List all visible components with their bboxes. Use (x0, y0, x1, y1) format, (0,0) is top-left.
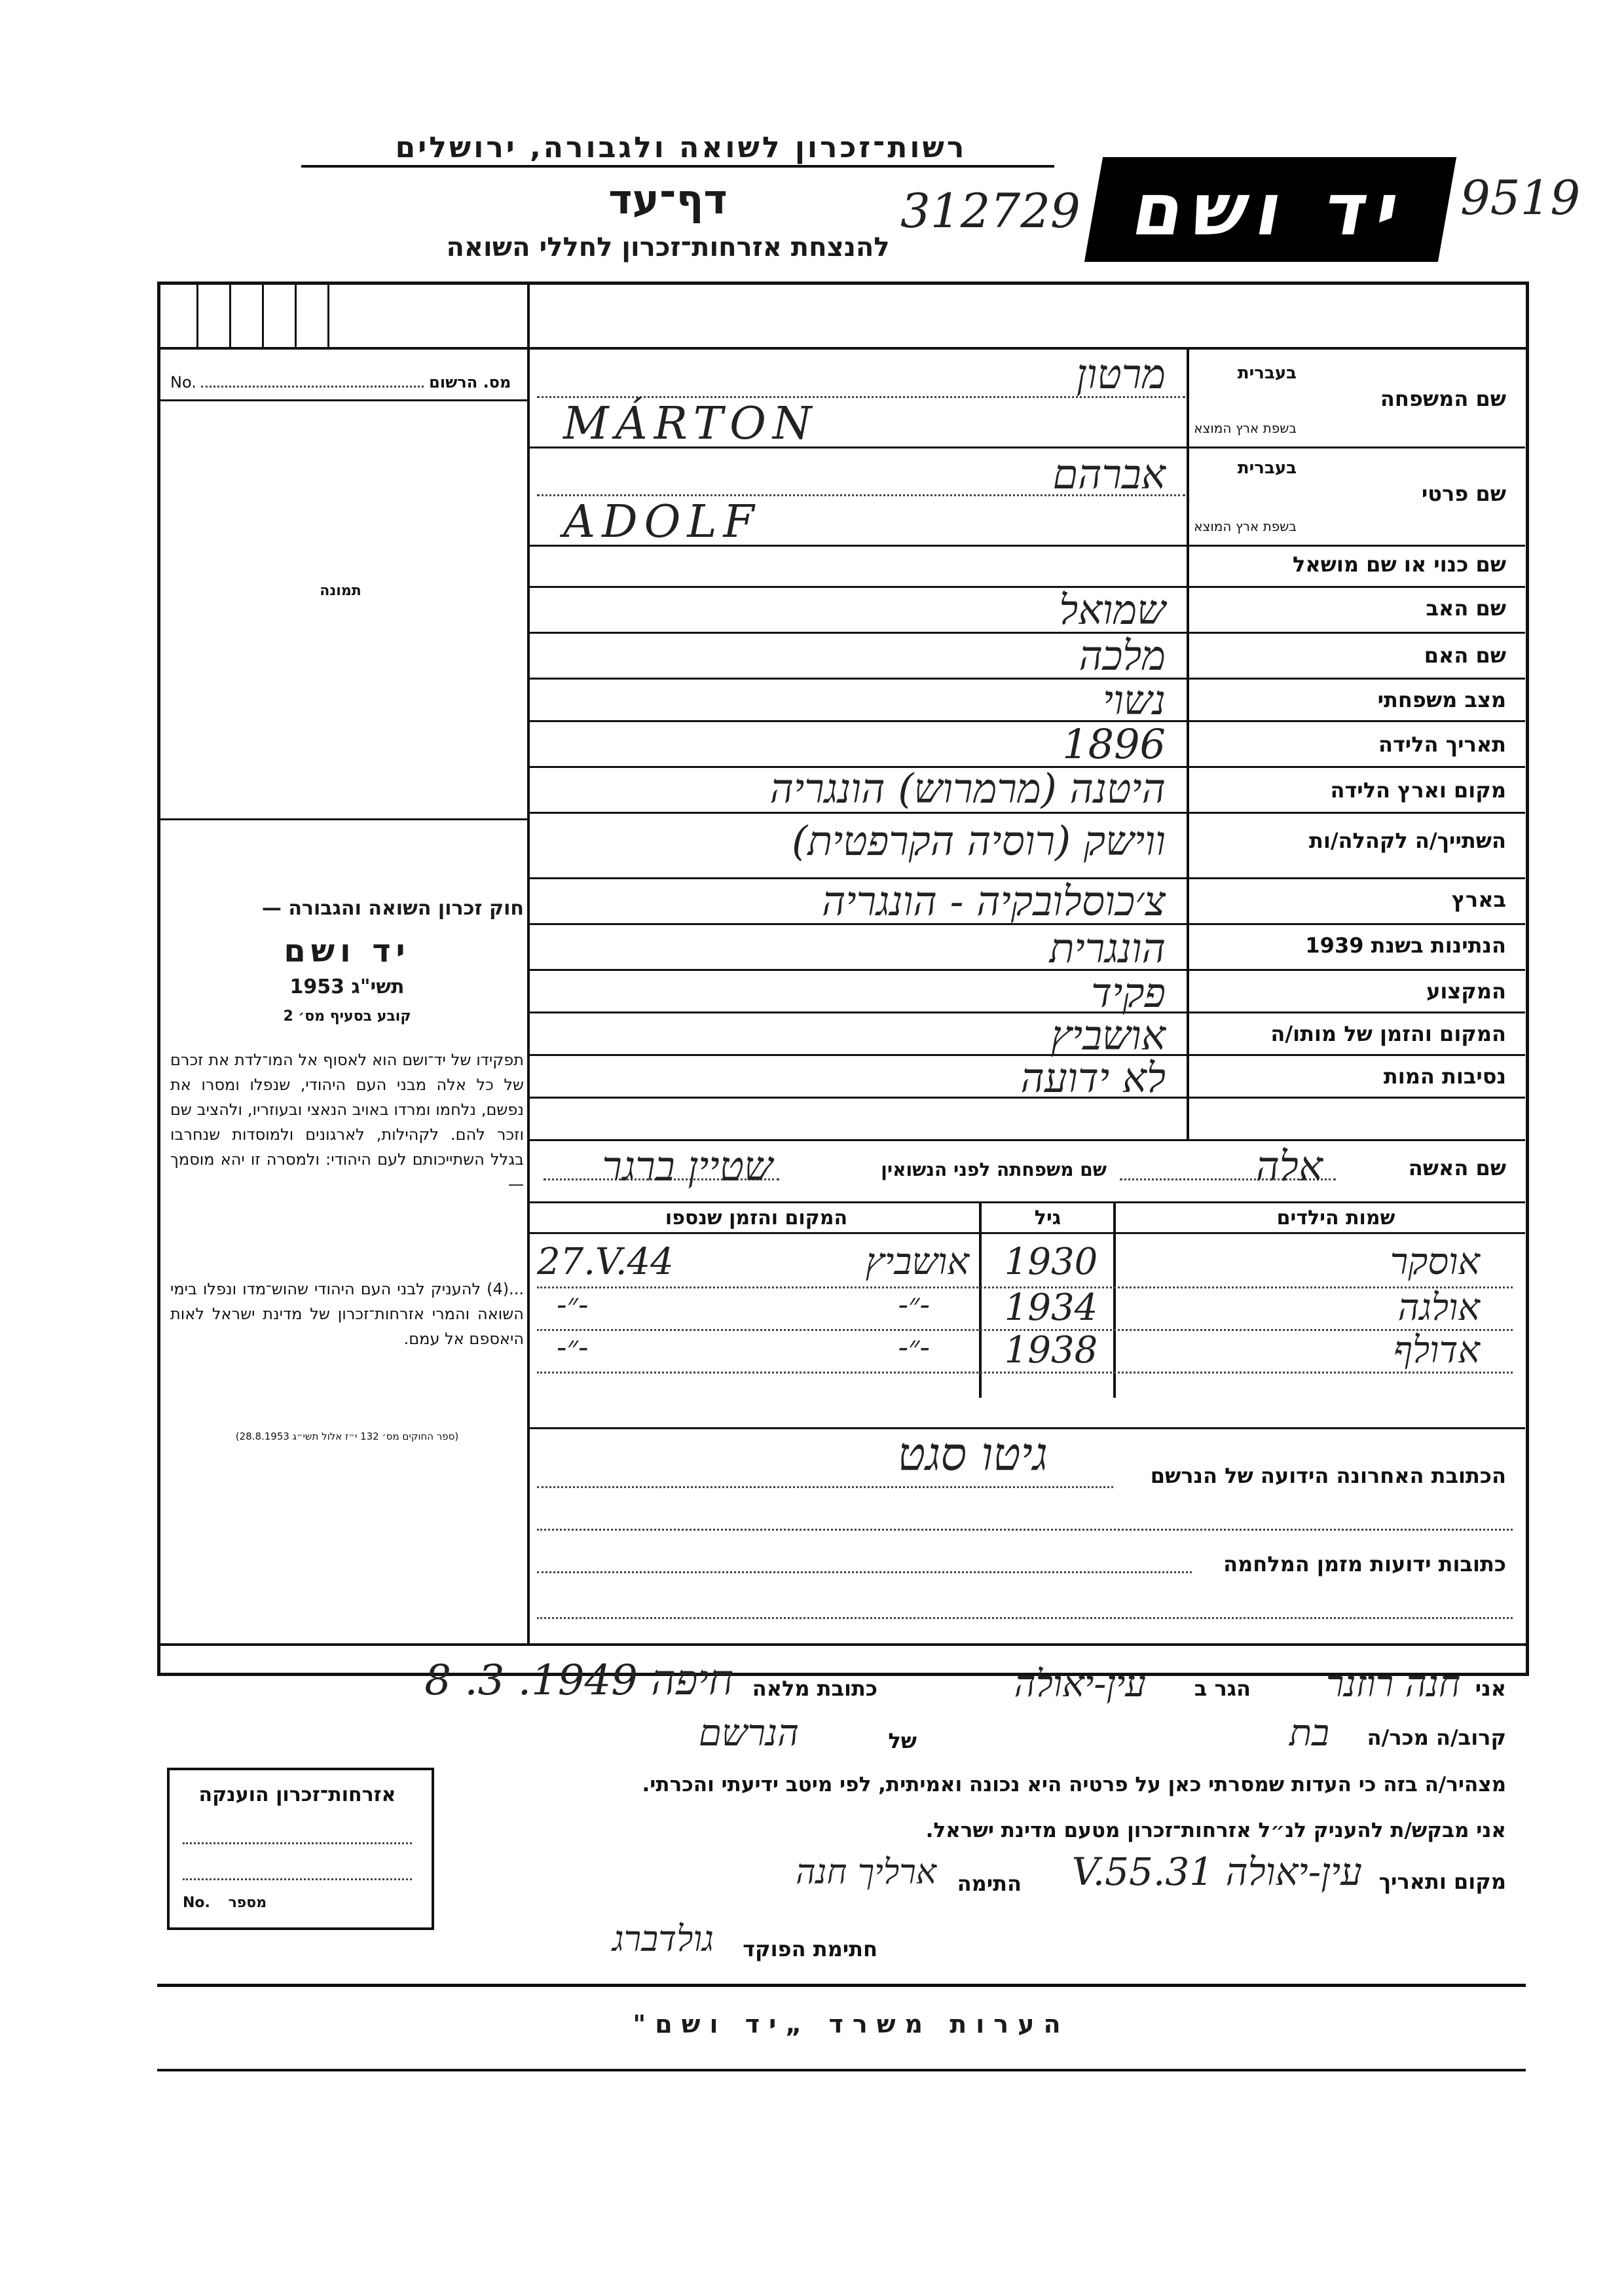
signature-label: התימה (957, 1871, 1022, 1896)
country-value: צ׳כוסלובקיה - הונגריה (822, 877, 1166, 925)
form-subtitle: להנצחת אזרחות־זכרון לחללי השואה (446, 232, 890, 263)
children-col-divider (979, 1201, 982, 1398)
citizenship-value: הונגרית (1049, 924, 1166, 972)
profession-value: פקיד (1091, 969, 1166, 1017)
logo-text: יד ושם (1126, 168, 1414, 251)
family-name-hebrew-sub: בעברית (1237, 363, 1297, 383)
law-text: תפקידו של יד־ושם הוא לאסוף אל המו־לדת את זכרם של כל אלה מבני העם היהודי, שנפלו ומסרו את נפשם, נלחמו ומרדו באויב הנאצי ובעוזריו, ולהציב שם וזכר להם. לקהילות, לארגונים ולמוסדות שנחרבו בגלל השתייכותם לעם היהודי: ולמסרה זו יהא מוסמך— (170, 1051, 524, 1194)
handwritten-form-number: 312729 (900, 183, 1080, 238)
declarant-i-label: אני (1475, 1676, 1506, 1701)
child-name: אולגה (1397, 1286, 1480, 1329)
child-row-dots (537, 1372, 1513, 1374)
child-place: -״- (898, 1329, 930, 1364)
last-address-dots (537, 1486, 1113, 1488)
marital-status-value: נשוי (1102, 676, 1166, 724)
relation-value: בת (1289, 1712, 1329, 1755)
child-age: 1934 (1004, 1286, 1098, 1329)
law-footnote: (ספר החוקים מס׳ 132 י״ז אלול תשי״ג 28.8.1953) (235, 1430, 459, 1442)
declaration-text-2: אני מבקש/ת להעניק לנ״ל אזרחות־זכרון מטעם מדינת ישראל. (925, 1819, 1506, 1842)
child-date: -״- (557, 1329, 589, 1364)
official-signature-label: חתימת הפוקד (743, 1937, 877, 1961)
box-divider (295, 282, 297, 347)
no-label: No. (170, 373, 196, 392)
of-value: הנרשם (698, 1712, 799, 1755)
mother-value: מלכה (1079, 632, 1166, 680)
footer-notes: הערות משרד „יד ושם" (633, 2010, 1070, 2039)
country-label: בארץ (1451, 887, 1506, 912)
registration-number (170, 373, 524, 392)
nickname-label: שם כנוי או שם מושאל (1292, 552, 1506, 577)
authority-title: רשות־זכרון לשואה ולגבורה, ירושלים (395, 131, 967, 164)
address-dots (537, 1617, 1513, 1619)
child-date: 27.V.44 (537, 1241, 674, 1283)
first-name-hebrew-value: אברהם (1052, 450, 1166, 498)
certificate-box (167, 1768, 434, 1930)
death-place-label: המקום והזמן של מותו/ה (1270, 1021, 1506, 1046)
father-label: שם האב (1426, 596, 1506, 621)
children-age-header: גיל (1034, 1207, 1061, 1230)
law-year: תשי"ג 1953 (289, 975, 405, 998)
top-row-divider (157, 347, 1526, 350)
last-address-label: הכתובת האחרונה הידועה של הנרשם (1150, 1463, 1506, 1488)
law-text-clause4: ...(4) להעניק לבני העם היהודי שהוש־מדו ונפלו בימי השואה והמרי אזרחות־זכרון של מדינת ישראל לאות היאספם אל עמם. (170, 1280, 524, 1348)
declarant-name: חנה רוזנר (1325, 1663, 1460, 1705)
label-column-divider (1187, 347, 1189, 1139)
family-name-hebrew-value: מרטון (1076, 350, 1166, 398)
certificate-title: אזרחות־זכרון הוענקה (198, 1783, 396, 1806)
full-address-value: חיפה 1949. 3. 8 (424, 1656, 733, 1705)
photo-label: תמונה (320, 583, 361, 599)
corner-number: 9519 (1460, 170, 1581, 225)
children-place-header: המקום והזמן שנספו (665, 1207, 848, 1230)
family-name-origin-sub: בשפת ארץ המוצא (1194, 420, 1297, 436)
marital-status-label: מצב משפחתי (1377, 687, 1506, 712)
community-label: השתייך/ה לקהלה/ות (1308, 828, 1506, 853)
row-line (530, 1139, 1525, 1141)
relation-label: קרוב/ה מכר/ה (1367, 1725, 1506, 1750)
certificate-dots (183, 1878, 412, 1880)
certificate-no-label: No. (183, 1895, 210, 1911)
certificate-number-label: מספר (228, 1895, 267, 1911)
law-clause: קובע בסעיף מס׳ 2 (283, 1008, 411, 1025)
children-header-line (530, 1232, 1525, 1234)
place-date-value: עין-יאולה 31.V.55 (1071, 1850, 1362, 1894)
death-cause-value: לא ידועה (1020, 1054, 1166, 1102)
lives-in-label: הגר ב (1194, 1676, 1251, 1701)
full-address-label: כתובת מלאה (752, 1676, 877, 1701)
box-divider (229, 282, 231, 347)
birth-date-value: 1896 (1062, 720, 1166, 768)
wife-value: אלה (1255, 1142, 1323, 1190)
death-cause-label: נסיבות המות (1383, 1064, 1506, 1089)
box-divider (327, 282, 329, 347)
photo-top-line (160, 399, 528, 401)
first-name-origin-value: ADOLF (563, 496, 761, 548)
citizenship-label: הנתינות בשנת 1939 (1305, 933, 1506, 958)
declaration-text-1: מצהיר/ה בזה כי העדות שמסרתי כאן על פרטיה היא נכונה ואמיתית, לפי מיטב ידיעתי והכרתי. (642, 1773, 1506, 1796)
photo-bottom-line (160, 818, 528, 820)
place-date-label: מקום ותאריך (1378, 1869, 1506, 1894)
maiden-name-label: שם משפחתה לפני הנשואין (881, 1159, 1107, 1180)
official-signature-value: גולדברג (612, 1918, 714, 1959)
yad-vashem-logo (1084, 157, 1456, 262)
box-divider (196, 282, 198, 347)
certificate-number-row (183, 1895, 418, 1911)
profession-label: המקצוע (1426, 979, 1506, 1004)
war-address-label: כתובות ידועות מזמן המלחמה (1223, 1552, 1506, 1576)
signature-value: ארליך חנה (796, 1853, 936, 1892)
law-title: חוק זכרון השואה והגבורה — (261, 897, 524, 920)
birth-place-label: מקום וארץ הלידה (1330, 778, 1506, 803)
family-name-origin-value: MÁRTON (563, 398, 819, 450)
authority-underline (301, 165, 1054, 168)
box-divider (262, 282, 264, 347)
left-panel-divider (527, 282, 530, 1643)
child-age: 1930 (1004, 1241, 1098, 1283)
community-value: ווישק (רוסיה הקרפטית) (792, 817, 1166, 865)
certificate-dots (183, 1842, 412, 1844)
last-address-value: גיטו סגט (897, 1427, 1048, 1481)
wife-label: שם האשה (1408, 1156, 1506, 1180)
first-name-hebrew-sub: בעברית (1237, 458, 1297, 478)
maiden-name-value: שטיין ברגר (602, 1142, 773, 1190)
footer-top-line (157, 1984, 1526, 1987)
child-date: -״- (557, 1286, 589, 1322)
father-value: שמואל (1059, 586, 1166, 634)
lives-in-value: עין-יאולה (1014, 1663, 1146, 1705)
children-names-header: שמות הילדים (1276, 1207, 1395, 1230)
birth-date-label: תאריך הלידה (1378, 732, 1506, 757)
registration-label: מס. הרשום (429, 373, 511, 392)
form-title: דף־עד (608, 175, 728, 223)
section-line (157, 1643, 1526, 1646)
first-name-label: שם פרטי (1421, 481, 1506, 506)
child-name: אדולף (1393, 1329, 1480, 1372)
birth-place-value: היטנה (מרמרוש) הונגריה (769, 765, 1166, 812)
death-place-value: אושביץ (1050, 1011, 1166, 1059)
no-dots (201, 386, 424, 388)
address-dots (537, 1529, 1513, 1531)
law-name: יד ושם (284, 933, 411, 970)
child-name: אוסקר (1390, 1241, 1480, 1283)
child-age: 1938 (1004, 1329, 1098, 1372)
row-line (530, 1201, 1525, 1203)
family-name-label: שם המשפחה (1380, 386, 1506, 411)
first-name-origin-sub: בשפת ארץ המוצא (1194, 519, 1297, 534)
war-address-dots (537, 1571, 1192, 1573)
child-place: אושביץ (865, 1241, 969, 1283)
mother-label: שם האם (1424, 643, 1506, 668)
child-place: -״- (898, 1286, 930, 1322)
of-label: של (888, 1728, 917, 1753)
footer-bottom-line (157, 2069, 1526, 2071)
children-col-divider (1113, 1201, 1116, 1398)
